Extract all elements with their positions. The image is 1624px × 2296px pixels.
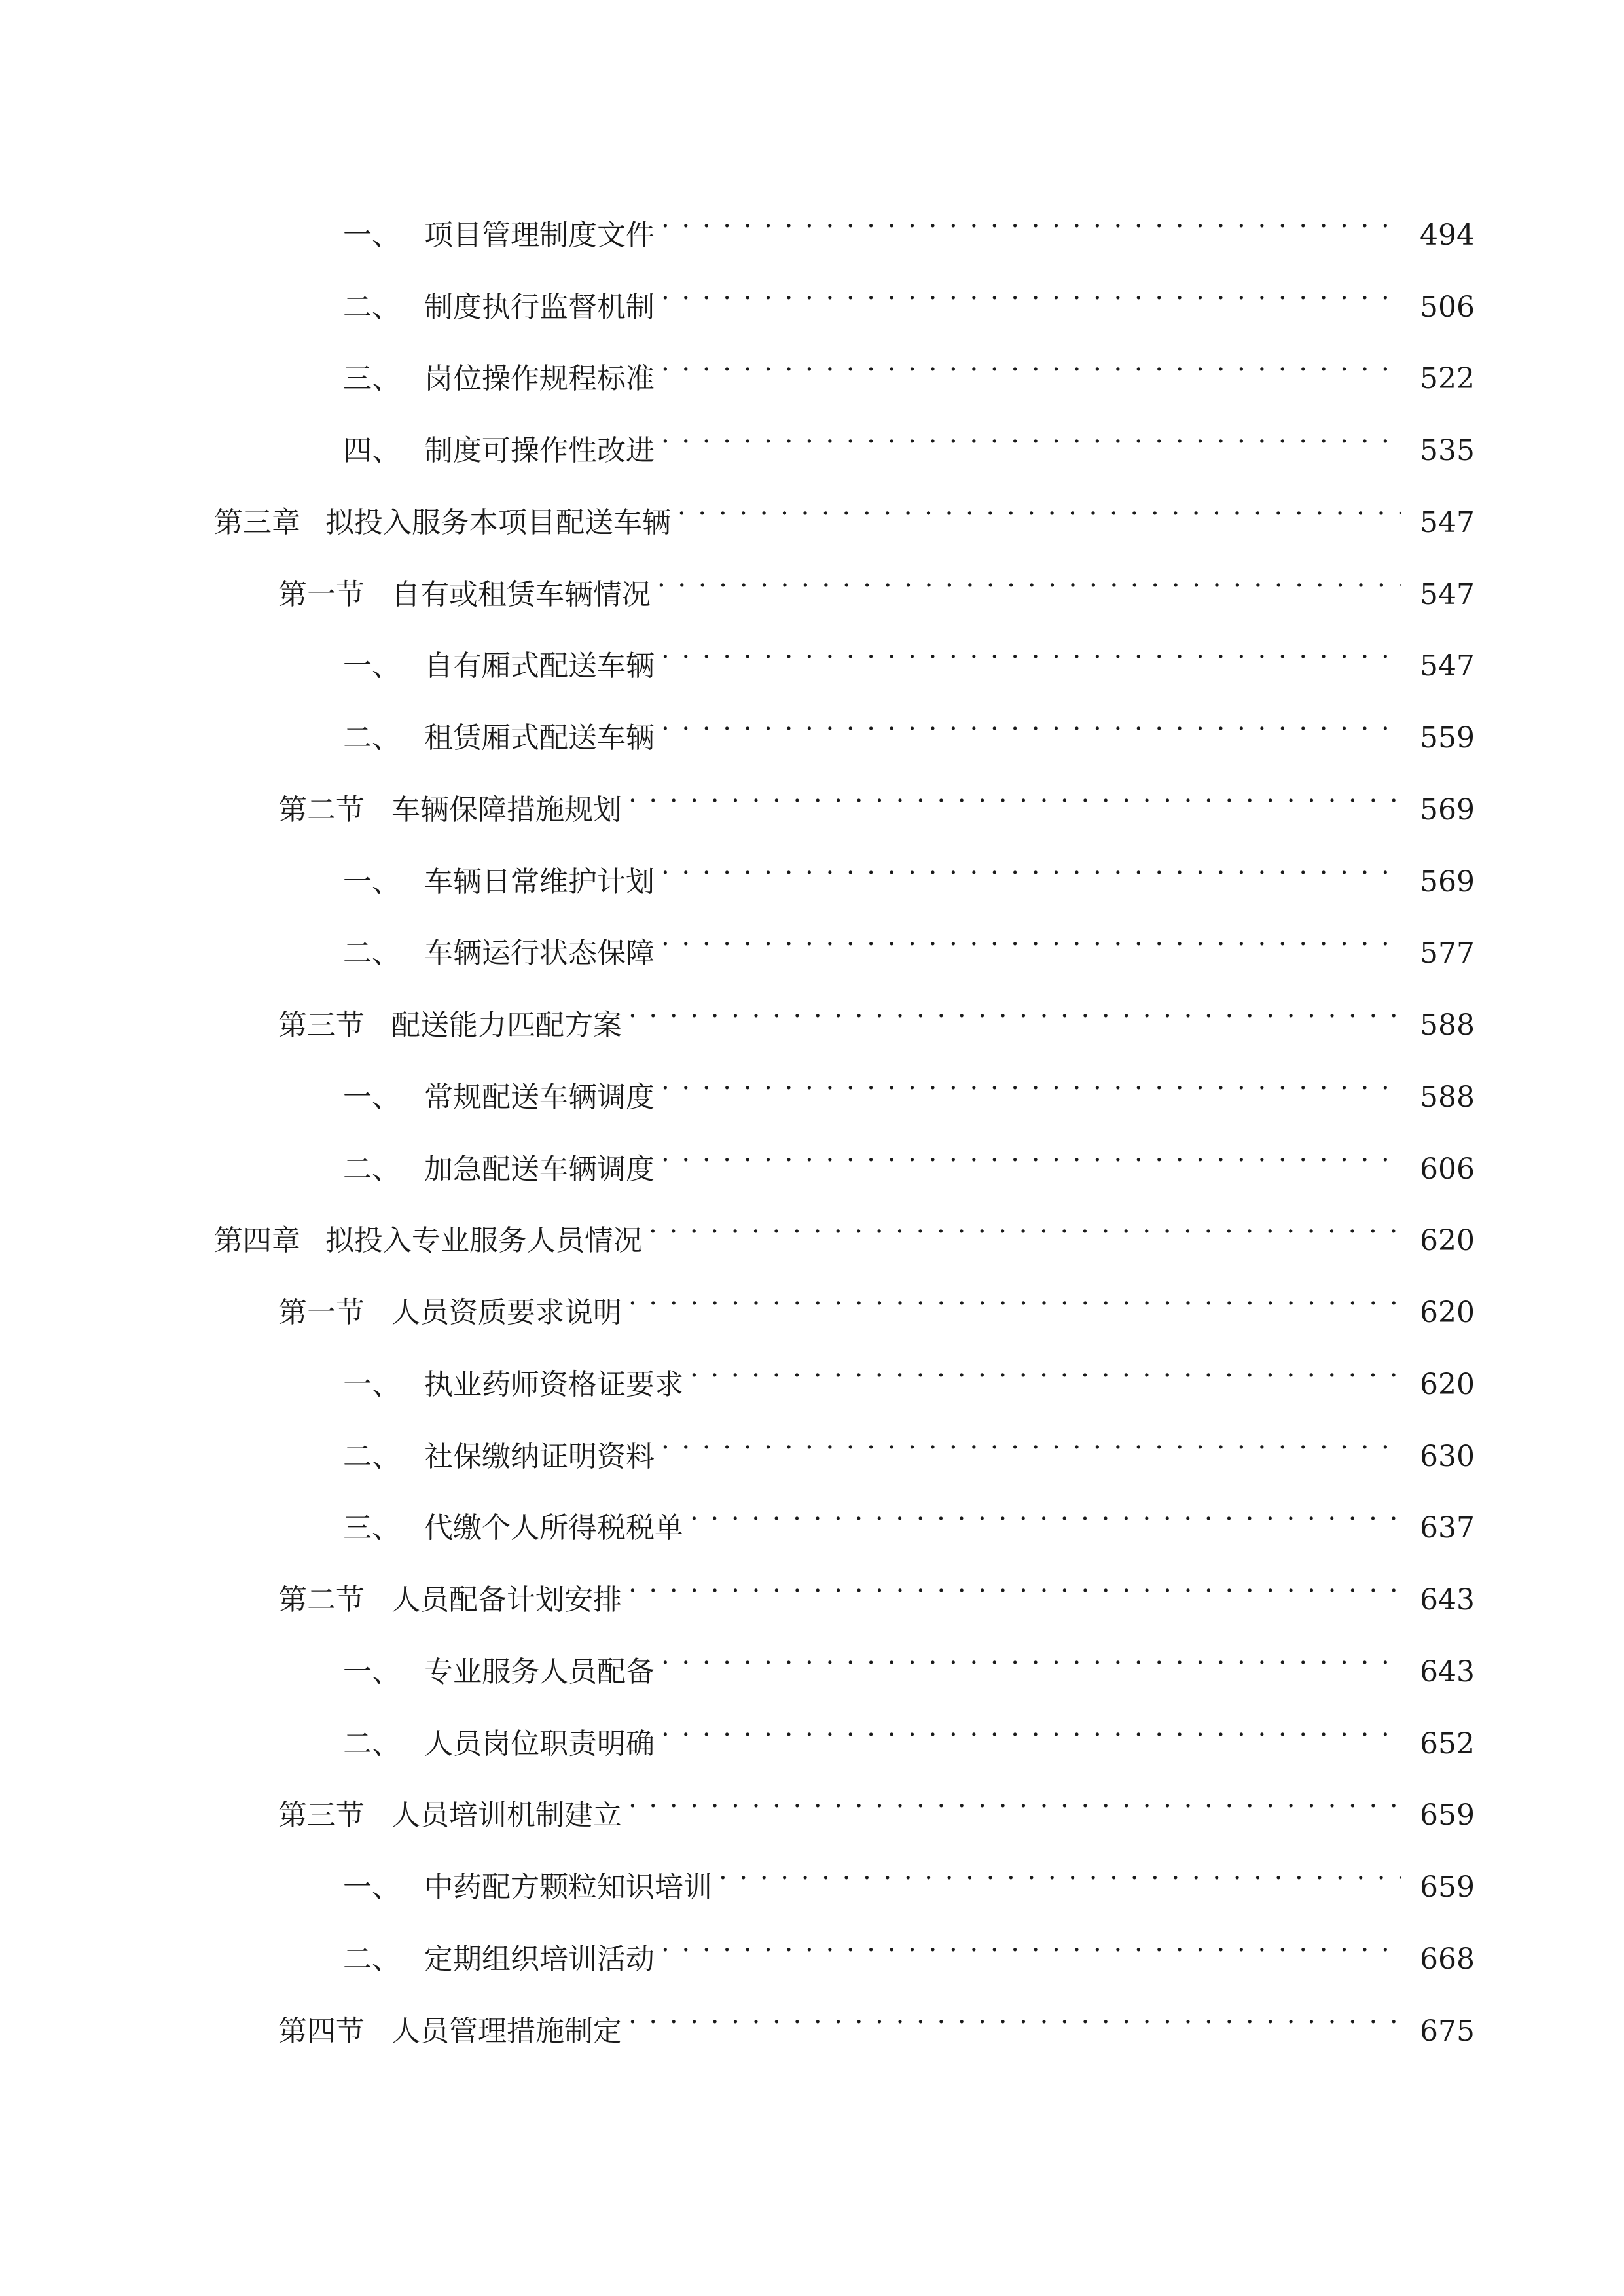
toc-entry-section[interactable] (278, 1772, 1475, 1832)
toc-entry-page: 620 (1420, 1296, 1475, 1329)
dot-leader (661, 910, 1401, 963)
dot-leader (661, 1126, 1401, 1179)
toc-entry-number: 第四章 (214, 1224, 300, 1257)
toc-entry-page: 637 (1420, 1511, 1475, 1545)
toc-entry-page: 547 (1420, 578, 1475, 611)
toc-entry-number: 第一节 (278, 1296, 365, 1329)
toc-entry-number: 三、 (343, 362, 401, 395)
toc-entry-title: 常规配送车辆调度 (424, 1081, 655, 1114)
dot-leader (661, 336, 1401, 388)
toc-entry-page: 643 (1420, 1655, 1475, 1689)
toc-entry-title: 项目管理制度文件 (424, 219, 655, 252)
toc-entry-number: 三、 (343, 1511, 401, 1545)
toc-entry-page: 535 (1420, 434, 1475, 467)
toc-entry-number: 四、 (343, 434, 401, 467)
dot-leader (661, 695, 1401, 747)
dot-leader (661, 623, 1401, 675)
toc-entry[interactable] (343, 1629, 1475, 1689)
toc-entry[interactable] (343, 839, 1475, 899)
toc-entry-page: 659 (1420, 1871, 1475, 1904)
dot-leader (628, 767, 1401, 819)
toc-entry-title: 执业药师资格证要求 (424, 1368, 683, 1401)
toc-entry[interactable] (343, 1414, 1475, 1473)
toc-entry-page: 547 (1420, 506, 1475, 539)
dot-leader (719, 1844, 1401, 1897)
dot-leader (628, 1270, 1401, 1322)
toc-entry-title: 社保缴纳证明资料 (424, 1440, 655, 1473)
toc-entry-number: 一、 (343, 649, 401, 683)
dot-leader (690, 1485, 1401, 1537)
toc-entry-section[interactable] (278, 982, 1475, 1042)
toc-entry-title: 加急配送车辆调度 (424, 1153, 655, 1186)
toc-entry[interactable] (343, 695, 1475, 755)
toc-entry[interactable] (343, 192, 1475, 252)
dot-leader (661, 192, 1401, 245)
dot-leader (661, 1916, 1401, 1969)
dot-leader (661, 1629, 1401, 1681)
toc-entry-chapter[interactable] (214, 480, 1475, 539)
toc-entry[interactable] (343, 910, 1475, 970)
toc-entry-page: 652 (1420, 1727, 1475, 1761)
toc-entry[interactable] (343, 1844, 1475, 1904)
toc-entry-number: 第三节 (278, 1799, 365, 1832)
toc-entry-title: 专业服务人员配备 (424, 1655, 655, 1689)
dot-leader (661, 264, 1401, 317)
toc-entry[interactable] (343, 623, 1475, 683)
toc-entry-chapter[interactable] (214, 1198, 1475, 1257)
toc-entry-page: 559 (1420, 721, 1475, 755)
toc-entry-title: 车辆日常维护计划 (424, 865, 655, 899)
toc-entry-title: 租赁厢式配送车辆 (424, 721, 655, 755)
toc-entry-number: 第四节 (278, 2015, 365, 2048)
dot-leader (661, 1414, 1401, 1466)
toc-entry-title: 岗位操作规程标准 (424, 362, 655, 395)
toc-entry-number: 二、 (343, 1153, 401, 1186)
toc-entry-title: 人员管理措施制定 (391, 2015, 622, 2048)
toc-entry-number: 一、 (343, 865, 401, 899)
toc-entry-title: 定期组织培训活动 (424, 1943, 655, 1976)
dot-leader (677, 480, 1401, 532)
dot-leader (661, 408, 1401, 460)
toc-entry-title: 车辆运行状态保障 (424, 937, 655, 970)
toc-entry-page: 659 (1420, 1799, 1475, 1832)
toc-entry-page: 569 (1420, 793, 1475, 827)
toc-entry-page: 620 (1420, 1368, 1475, 1401)
toc-entry-page: 577 (1420, 937, 1475, 970)
toc-entry-page: 547 (1420, 649, 1475, 683)
toc-entry-title: 自有或租赁车辆情况 (391, 578, 651, 611)
toc-entry-page: 506 (1420, 291, 1475, 324)
toc-entry-number: 一、 (343, 219, 401, 252)
toc-entry-title: 中药配方颗粒知识培训 (424, 1871, 712, 1904)
toc-entry[interactable] (343, 1342, 1475, 1401)
toc-entry-page: 588 (1420, 1009, 1475, 1042)
toc-entry-title: 人员培训机制建立 (391, 1799, 622, 1832)
toc-entry-section[interactable] (278, 767, 1475, 827)
dot-leader (628, 1557, 1401, 1609)
toc-entry-page: 643 (1420, 1583, 1475, 1617)
toc-entry-title: 人员资质要求说明 (391, 1296, 622, 1329)
dot-leader (628, 1772, 1401, 1825)
toc-entry-number: 二、 (343, 1943, 401, 1976)
toc-entry-title: 拟投入服务本项目配送车辆 (325, 506, 671, 539)
toc-entry[interactable] (343, 1126, 1475, 1186)
toc-entry-page: 668 (1420, 1943, 1475, 1976)
toc-entry-number: 第三节 (278, 1009, 365, 1042)
toc-entry-page: 494 (1420, 219, 1475, 252)
toc-entry[interactable] (343, 1485, 1475, 1545)
toc-entry-section[interactable] (278, 1270, 1475, 1329)
toc-entry[interactable] (343, 264, 1475, 324)
toc-entry[interactable] (343, 1054, 1475, 1114)
toc-entry-page: 630 (1420, 1440, 1475, 1473)
toc-entry-section[interactable] (278, 1988, 1475, 2048)
toc-entry[interactable] (343, 336, 1475, 395)
toc-entry-page: 620 (1420, 1224, 1475, 1257)
toc-entry-section[interactable] (278, 552, 1475, 611)
toc-entry-page: 675 (1420, 2015, 1475, 2048)
toc-entry-title: 拟投入专业服务人员情况 (325, 1224, 642, 1257)
toc-entry-number: 第二节 (278, 1583, 365, 1617)
toc-entry-title: 人员岗位职责明确 (424, 1727, 655, 1761)
toc-entry-title: 车辆保障措施规划 (391, 793, 622, 827)
toc-entry-title: 自有厢式配送车辆 (424, 649, 655, 683)
toc-entry-page: 606 (1420, 1153, 1475, 1186)
toc-entry-page: 588 (1420, 1081, 1475, 1114)
toc-entry-title: 人员配备计划安排 (391, 1583, 622, 1617)
toc-entry[interactable] (343, 1916, 1475, 1976)
toc-entry-title: 代缴个人所得税税单 (424, 1511, 683, 1545)
toc-entry-number: 第一节 (278, 578, 365, 611)
dot-leader (657, 552, 1401, 604)
toc-entry-title: 制度执行监督机制 (424, 291, 655, 324)
toc-entry-number: 二、 (343, 291, 401, 324)
toc-entry-title: 制度可操作性改进 (424, 434, 655, 467)
dot-leader (628, 982, 1401, 1035)
dot-leader (661, 1054, 1401, 1107)
toc-entry-section[interactable] (278, 1557, 1475, 1617)
toc-entry[interactable] (343, 1701, 1475, 1761)
toc-entry-number: 一、 (343, 1368, 401, 1401)
dot-leader (628, 1988, 1401, 2041)
toc-entry-number: 一、 (343, 1871, 401, 1904)
toc-entry-number: 一、 (343, 1655, 401, 1689)
dot-leader (661, 1701, 1401, 1753)
toc-entry[interactable] (343, 408, 1475, 467)
toc-entry-number: 二、 (343, 1440, 401, 1473)
toc-entry-number: 二、 (343, 721, 401, 755)
toc-entry-number: 第二节 (278, 793, 365, 827)
dot-leader (649, 1198, 1401, 1250)
toc-entry-number: 一、 (343, 1081, 401, 1114)
toc-entry-title: 配送能力匹配方案 (391, 1009, 622, 1042)
toc-entry-page: 569 (1420, 865, 1475, 899)
toc-entry-page: 522 (1420, 362, 1475, 395)
dot-leader (690, 1342, 1401, 1394)
toc-entry-number: 第三章 (214, 506, 300, 539)
toc-entry-number: 二、 (343, 1727, 401, 1761)
toc-entry-number: 二、 (343, 937, 401, 970)
dot-leader (661, 839, 1401, 891)
